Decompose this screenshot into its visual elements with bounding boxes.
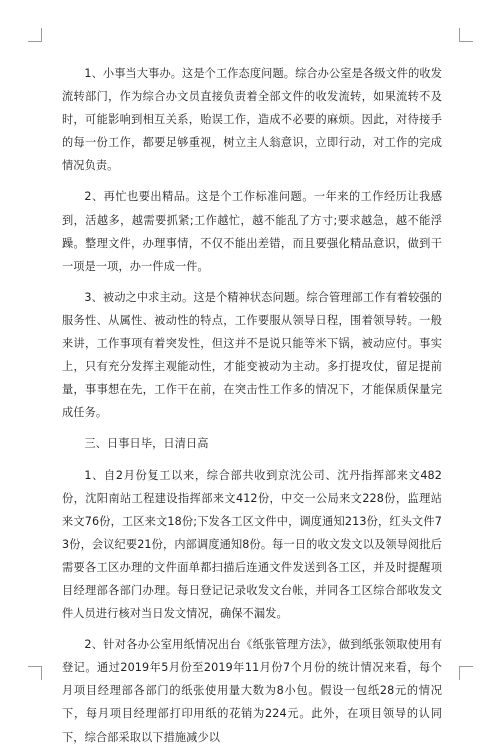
paragraph-3: 3、被动之中求主动。这是个精神状态问题。综合管理部工作有着较强的服务性、从属性、被动性的特点，工作要服从领导日程，围着领导转。一般来讲，工作事项有着突发性，但这并不是说只能等米下锅，被动应付。事实上，只有充分发挥主观能动性，才能变被动为主动。多打提攻仗，留足提前量，事事想在先，工作干在前，在突击性工作多的情况下，才能保质保量完成任务。 <box>62 290 442 420</box>
paragraph-1: 1、小事当大事办。这是个工作态度问题。综合办公室是各级文件的收发流转部门，作为综合办文员直接负责着全部文件的收发流转，如果流转不及时，可能影响到相互关系，贻误工作，造成不必要的麻烦。因此，对待接手的每一份工作，都要足够重视，树立主人翁意识，立即行动，对工作的完成情况负责。 <box>62 67 442 173</box>
paragraph-4: 1、自2月份复工以来，综合部共收到京沈公司、沈丹指挥部来文482份，沈阳南站工程建设指挥部来文412份，中交一公局来文228份，监理站来文76份，工区来文18份;下发各工区文件中，调度通知213份，红头文件73份，会议纪要21份，内部调度通知8份。每一日的收文发文以及领导阅批后需要各工区办理的文件面单都扫描后连通文件发送到各工区，并及时提醒项目经理部各部门办理。每日登记记录收发文台帐，并同各工区综合部收发文件人员进行核对当日发文情况，确保不漏发。 <box>62 468 442 621</box>
document-body <box>62 62 442 749</box>
crop-mark-bottom-right-v <box>459 666 460 680</box>
crop-mark-top-left-v <box>41 28 42 42</box>
section-heading: 三、日事日毕，日清日高 <box>84 437 209 451</box>
paragraph-2: 2、再忙也要出精品。这是个工作标准问题。一年来的工作经历让我感到，活越多，越需要抓紧;工作越忙，越不能乱了方寸;要求越急，越不能浮躁。整理文件，办理事情，不仅不能出差错，而且要强化精品意识，做到干一项是一项，办一件成一件。 <box>62 190 442 273</box>
crop-mark-top-right-v <box>459 28 460 42</box>
paragraph-5: 2、针对各办公室用纸情况出台《纸张管理方法》，做到纸张领取使用有登记。通过2019年5月份至2019年11月份7个月份的统计情况来看，每个月项目经理部各部门的纸张使用量大数为8小包。假设一包纸28元的情况下，每月项目经理部打印用纸的花销为224元。此外，在项目领导的认同下，综合部采取以下措施减少以 <box>62 638 442 744</box>
crop-mark-bottom-right-h <box>459 666 473 667</box>
crop-mark-bottom-left-v <box>41 666 42 680</box>
crop-mark-bottom-left-h <box>28 666 42 667</box>
crop-mark-top-right-h <box>459 41 473 42</box>
crop-mark-top-left-h <box>28 41 42 42</box>
